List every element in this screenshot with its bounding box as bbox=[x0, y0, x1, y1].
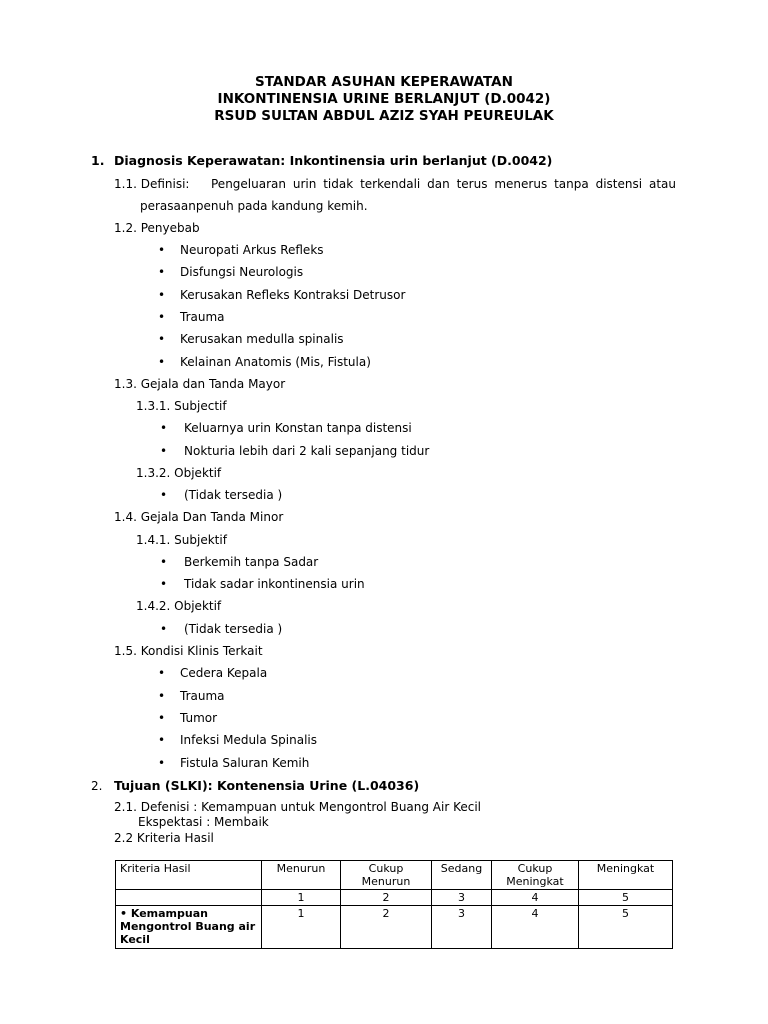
list-item: Fistula Saluran Kemih bbox=[180, 756, 310, 770]
list-item: Infeksi Medula Spinalis bbox=[180, 733, 318, 747]
list-item: Kelainan Anatomis (Mis, Fistula) bbox=[180, 355, 371, 369]
defenisi-line: 2.1. Defenisi : Kemampuan untuk Mengontrol Buang Air Kecil bbox=[114, 800, 482, 814]
list-item: Tidak sadar inkontinensia urin bbox=[184, 577, 365, 591]
list-item: Cedera Kepala bbox=[180, 666, 268, 680]
table-cell: 5 bbox=[579, 890, 673, 906]
kriteria-hasil-label: 2.2 Kriteria Hasil bbox=[114, 831, 214, 845]
table-header-row bbox=[116, 861, 673, 890]
mayor-subjektif-label: 1.3.1. Subjectif bbox=[136, 399, 227, 413]
table-header-cell: Kriteria Hasil bbox=[116, 861, 262, 890]
kriteria-hasil-table bbox=[115, 860, 673, 949]
bullet: • bbox=[160, 577, 168, 591]
definisi-label: 1.1. Definisi: bbox=[114, 177, 190, 191]
list-item: Kerusakan medulla spinalis bbox=[180, 332, 344, 346]
bullet: • bbox=[158, 265, 166, 279]
list-item: Trauma bbox=[180, 310, 225, 324]
list-item: Keluarnya urin Konstan tanpa distensi bbox=[184, 421, 412, 435]
bullet: • bbox=[158, 288, 166, 302]
table-cell: 4 bbox=[492, 890, 579, 906]
list-item: (Tidak tersedia ) bbox=[184, 622, 283, 636]
bullet: • bbox=[160, 421, 168, 435]
section1-number: 1. bbox=[91, 153, 105, 168]
table-cell: 4 bbox=[492, 906, 579, 949]
minor-subjektif-label: 1.4.1. Subjektif bbox=[136, 533, 227, 547]
minor-label: 1.4. Gejala Dan Tanda Minor bbox=[114, 510, 284, 524]
table-row bbox=[116, 906, 673, 949]
table-cell: 2 bbox=[341, 906, 432, 949]
table-cell: 1 bbox=[262, 890, 341, 906]
bullet: • bbox=[158, 711, 166, 725]
list-item: (Tidak tersedia ) bbox=[184, 488, 283, 502]
table-cell: 2 bbox=[341, 890, 432, 906]
section2-number: 2. bbox=[91, 779, 103, 793]
bullet: • bbox=[160, 444, 168, 458]
list-item: Tumor bbox=[180, 711, 218, 725]
document-title-line3: RSUD SULTAN ABDUL AZIZ SYAH PEUREULAK bbox=[214, 108, 554, 124]
bullet: • bbox=[158, 689, 166, 703]
definisi-text-line2: perasaanpenuh pada kandung kemih. bbox=[140, 199, 368, 213]
bullet: • bbox=[158, 243, 166, 257]
table-cell: 5 bbox=[579, 906, 673, 949]
bullet: • bbox=[160, 555, 168, 569]
mayor-objektif-label: 1.3.2. Objektif bbox=[136, 466, 222, 480]
mayor-label: 1.3. Gejala dan Tanda Mayor bbox=[114, 377, 286, 391]
bullet: • bbox=[158, 756, 166, 770]
table-header-cell: Cukup Menurun bbox=[341, 861, 432, 890]
table-scale-row bbox=[116, 890, 673, 906]
section1-heading: Diagnosis Keperawatan: Inkontinensia urin berlanjut (D.0042) bbox=[114, 153, 553, 168]
table-cell bbox=[116, 890, 262, 906]
bullet: • bbox=[158, 733, 166, 747]
table-header-cell: Cukup Meningkat bbox=[492, 861, 579, 890]
list-item: Nokturia lebih dari 2 kali sepanjang tidur bbox=[184, 444, 430, 458]
bullet: • bbox=[160, 622, 168, 636]
minor-objektif-label: 1.4.2. Objektif bbox=[136, 599, 222, 613]
list-item: Kerusakan Refleks Kontraksi Detrusor bbox=[180, 288, 406, 302]
list-item: Berkemih tanpa Sadar bbox=[184, 555, 319, 569]
table-header-cell: Meningkat bbox=[579, 861, 673, 890]
bullet: • bbox=[158, 332, 166, 346]
document-title-line2: INKONTINENSIA URINE BERLANJUT (D.0042) bbox=[217, 91, 551, 107]
bullet: • bbox=[158, 666, 166, 680]
bullet: • bbox=[160, 488, 168, 502]
list-item: Trauma bbox=[180, 689, 225, 703]
document-title-line1: STANDAR ASUHAN KEPERAWATAN bbox=[255, 74, 513, 90]
definisi-text-line1: Pengeluaran urin tidak terkendali dan terus menerus tanpa distensi atau bbox=[211, 177, 676, 191]
section2-heading: Tujuan (SLKI): Kontenensia Urine (L.04036) bbox=[114, 778, 420, 793]
list-item: Neuropati Arkus Refleks bbox=[180, 243, 324, 257]
list-item: Disfungsi Neurologis bbox=[180, 265, 304, 279]
bullet: • bbox=[158, 310, 166, 324]
bullet: • bbox=[158, 355, 166, 369]
table-cell: 3 bbox=[432, 906, 492, 949]
table-cell: 1 bbox=[262, 906, 341, 949]
table-row-label: • Kemampuan Mengontrol Buang air Kecil bbox=[116, 906, 262, 949]
ekspektasi-line: Ekspektasi : Membaik bbox=[138, 815, 269, 829]
table-header-cell: Menurun bbox=[262, 861, 341, 890]
table-header-cell: Sedang bbox=[432, 861, 492, 890]
kondisi-label: 1.5. Kondisi Klinis Terkait bbox=[114, 644, 263, 658]
table-cell: 3 bbox=[432, 890, 492, 906]
penyebab-label: 1.2. Penyebab bbox=[114, 221, 200, 235]
